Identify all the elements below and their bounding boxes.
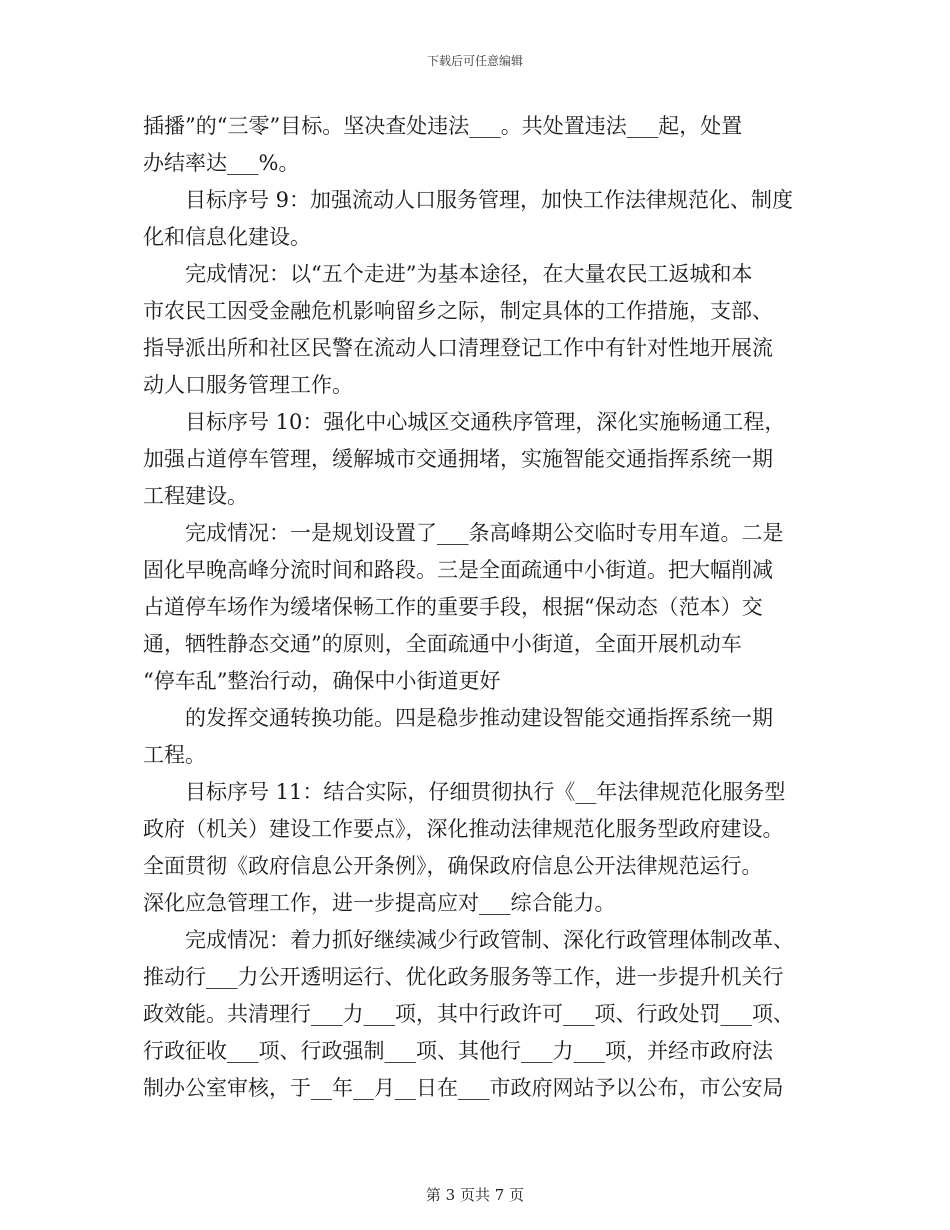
text-line: 占道停车场作为缓堵保畅工作的重要手段，根据“保动态（范本）交 xyxy=(143,595,763,619)
text-line: 行政征收___项、行政强制___项、其他行___力___项，并经市政府法 xyxy=(143,1039,773,1063)
text-line: 政府（机关）建设工作要点》，深化推动法律规范化服务型政府建设。 xyxy=(143,817,784,841)
text-line: 固化早晚高峰分流时间和路段。三是全面疏通中小街道。把大幅削减 xyxy=(143,558,773,582)
text-line: 加强占道停车管理，缓解城市交通拥堵，实施智能交通指挥系统一期 xyxy=(143,447,773,471)
text-line: 市农民工因受金融危机影响留乡之际，制定具体的工作措施，支部、 xyxy=(143,299,773,323)
text-line: 深化应急管理工作，进一步提高应对___综合能力。 xyxy=(143,891,616,915)
text-line: 化和信息化建设。 xyxy=(143,225,311,249)
text-line: 全面贯彻《政府信息公开条例》，确保政府信息公开法律规范运行。 xyxy=(143,854,763,878)
text-line: 插播”的“三零”目标。坚决查处违法___。共处置违法___起，处置 xyxy=(143,114,743,138)
text-line: 指导派出所和社区民警在流动人口清理登记工作中有针对性地开展流 xyxy=(143,336,773,360)
text-line: 目标序号 10：强化中心城区交通秩序管理，深化实施畅通工程， xyxy=(185,410,786,434)
text-line: “停车乱”整治行动，确保中小街道更好 xyxy=(143,669,501,693)
text-line: 完成情况：着力抓好继续减少行政管制、深化行政管理体制改革、 xyxy=(185,928,794,952)
text-line: 政效能。共清理行___力___项，其中行政许可___项、行政处罚___项、 xyxy=(143,1002,794,1026)
text-line: 工程建设。 xyxy=(143,484,248,508)
text-line: 通，牺牲静态交通”的原则，全面疏通中小街道，全面开展机动车 xyxy=(143,632,742,656)
document-body xyxy=(143,108,811,1107)
text-line: 的发挥交通转换功能。四是稳步推动建设智能交通指挥系统一期 xyxy=(185,706,773,730)
text-line: 办结率达___%。 xyxy=(143,151,300,175)
text-line: 目标序号 11：结合实际，仔细贯彻执行《__年法律规范化服务型 xyxy=(185,780,786,804)
text-line: 完成情况：以“五个走进”为基本途径，在大量农民工返城和本 xyxy=(185,262,753,286)
text-line: 推动行___力公开透明运行、优化政务服务等工作，进一步提升机关行 xyxy=(143,965,784,989)
page-header: 下载后可任意编辑 xyxy=(426,54,523,68)
text-line: 工程。 xyxy=(143,743,206,767)
text-line: 目标序号 9：加强流动人口服务管理，加快工作法律规范化、制度 xyxy=(185,188,794,212)
page-footer: 第 3 页共 7 页 xyxy=(425,1186,525,1204)
text-line: 动人口服务管理工作。 xyxy=(143,373,353,397)
text-line: 制办公室审核，于__年__月__日在___市政府网站予以公布，市公安局 xyxy=(143,1076,784,1100)
text-line: 完成情况：一是规划设置了___条高峰期公交临时专用车道。二是 xyxy=(185,521,784,545)
